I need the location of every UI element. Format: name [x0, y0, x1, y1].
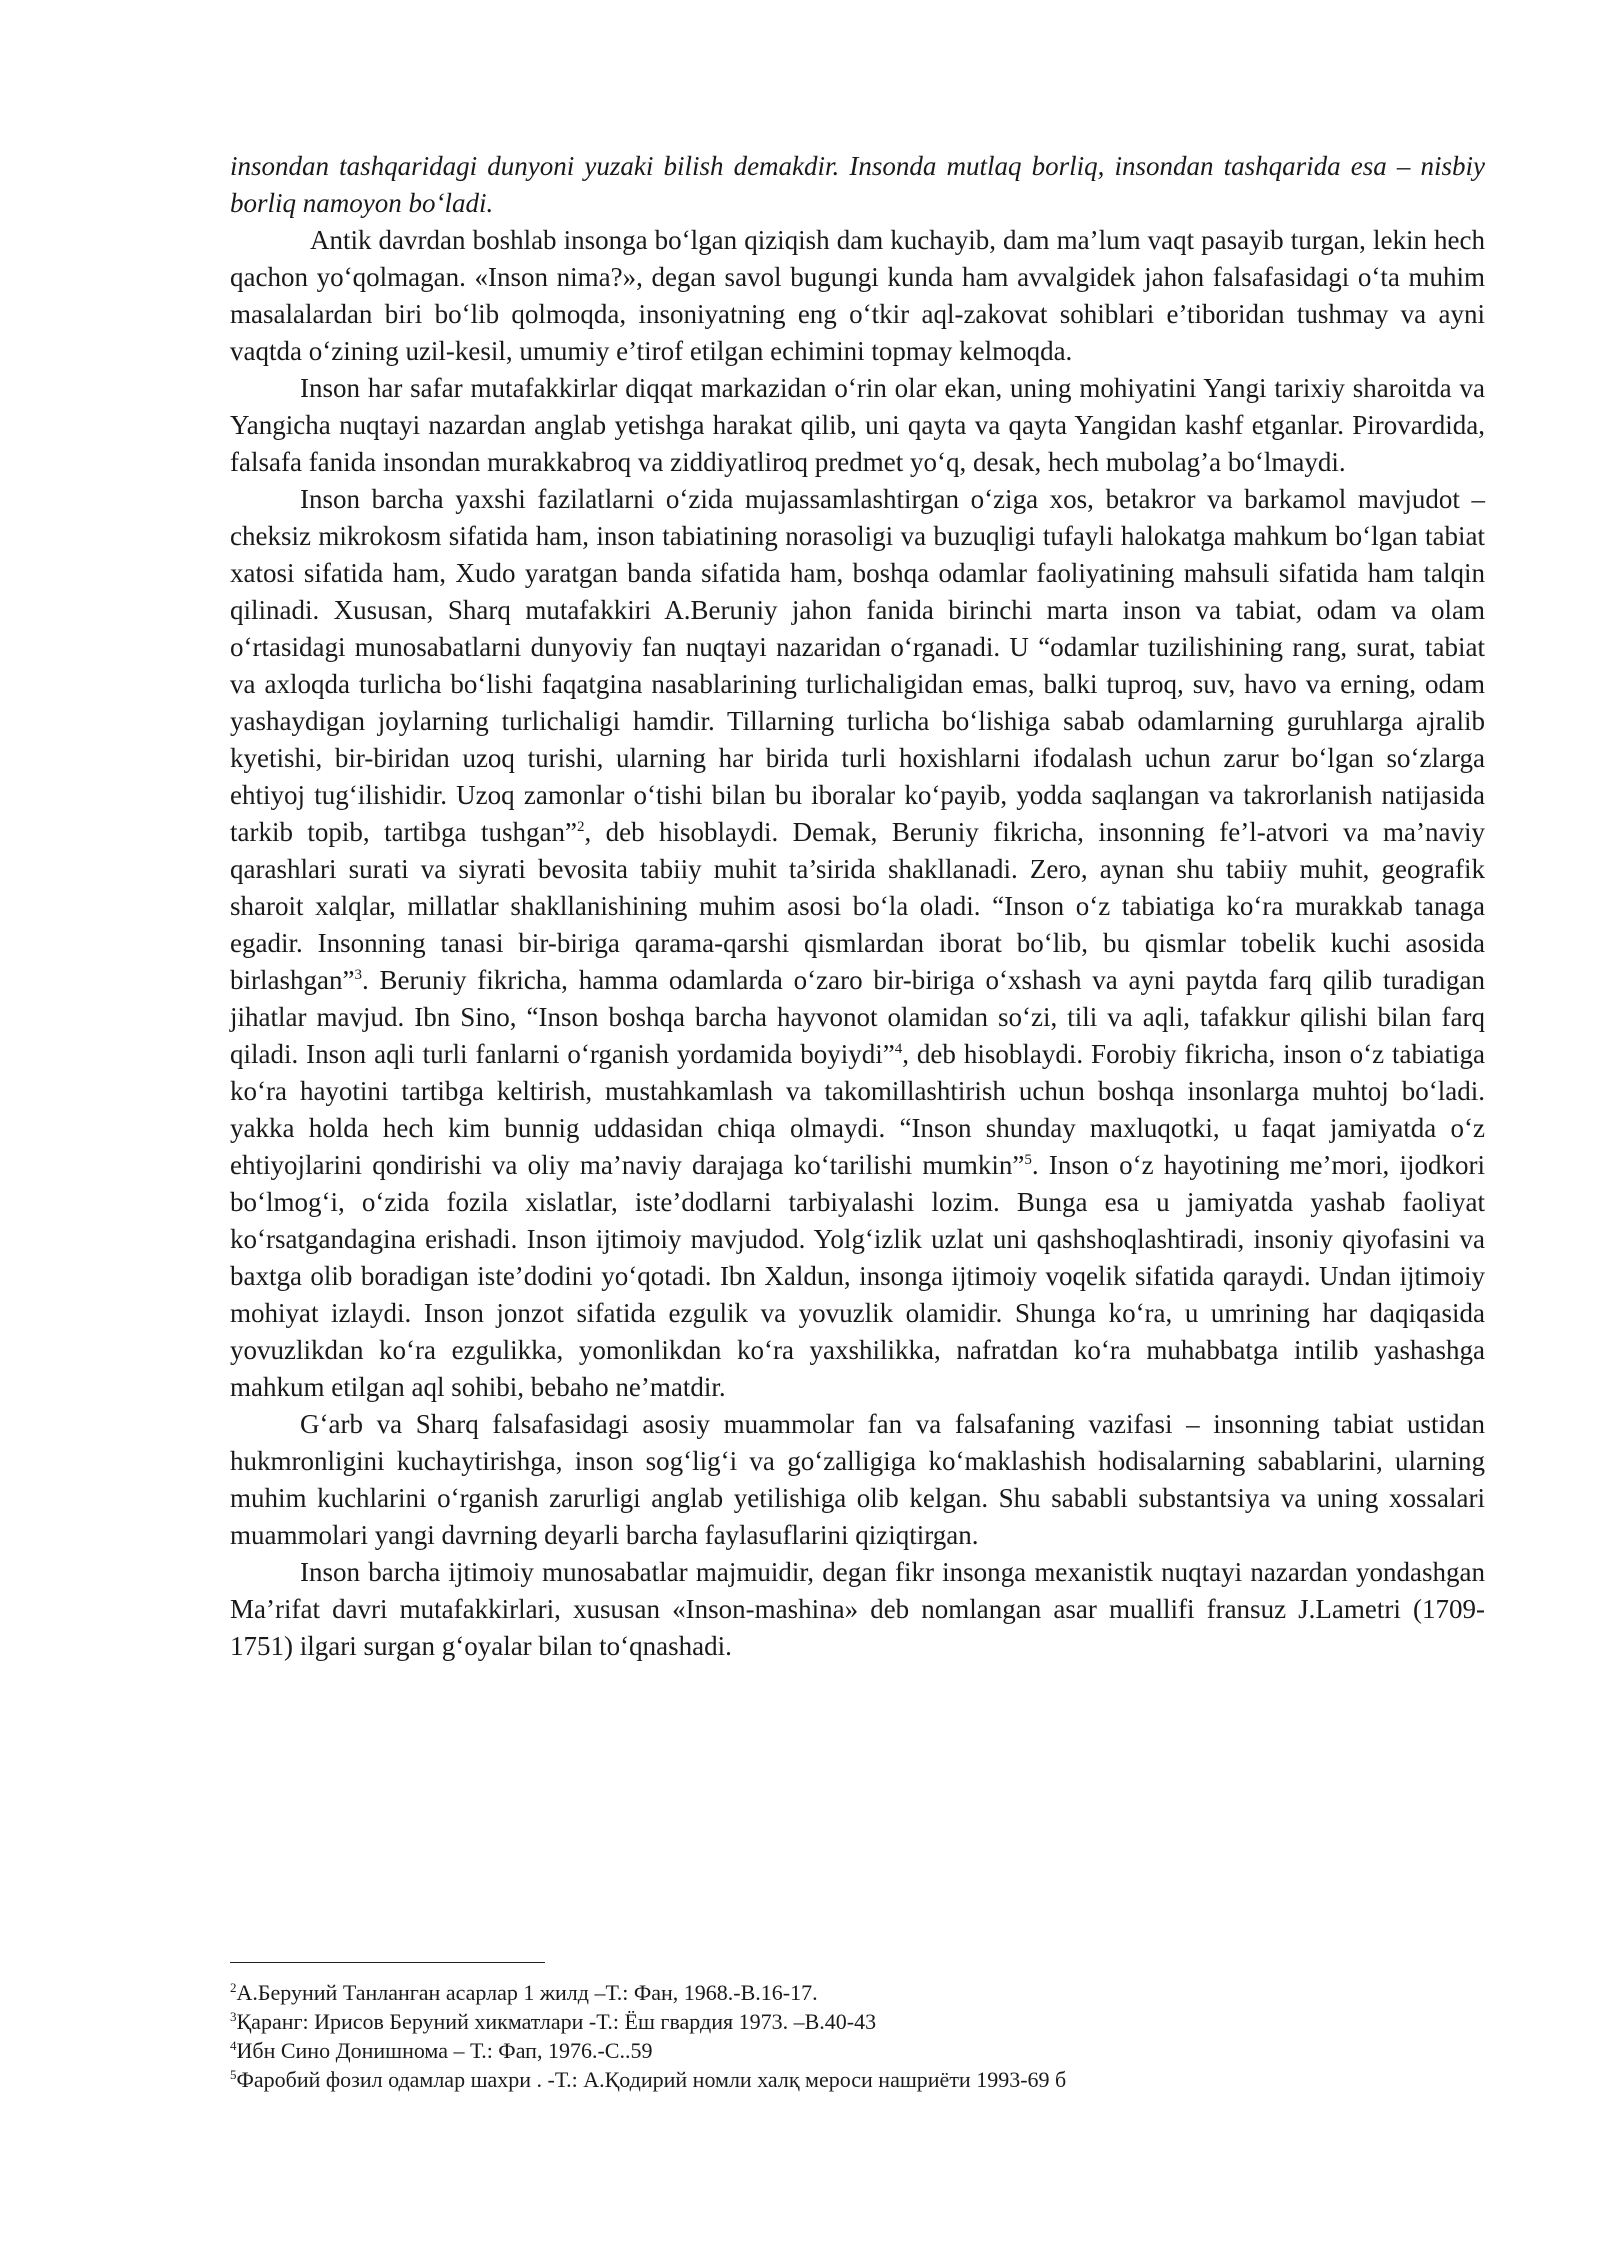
footnote-4: [230, 2036, 1485, 2065]
paragraph-3-text-d: , deb hisoblaydi. Forobiy fikricha, inson o‘z tabiatiga ko‘ra hayotini tartibga keltirish, mustahkamlash va takomillashtirish uchun boshqa insonlarga muhtoj bo‘ladi. yakka holda hech kim bunnig uddasidan chiqa olmaydi. “Inson shunday maxluqotki, u faqat jamiyatda o‘z ehtiyojlarini qondirishi va oliy ma’naviy darajaga ko‘tarilishi mumkin”: [230, 1039, 1485, 1180]
footnote-number: 4: [230, 2038, 237, 2053]
footnote-3: [230, 2007, 1485, 2036]
footnote-5: [230, 2065, 1485, 2094]
paragraph-1: Antik davrdan boshlab insonga bo‘lgan qiziqish dam kuchayib, dam ma’lum vaqt pasayib turgan, lekin hech qachon yo‘qolmagan. «Inson nima?», degan savol bugungi kunda ham avvalgidek jahon falsafasidagi o‘ta muhim masalalardan biri bo‘lib qolmoqda, insoniyatning eng o‘tkir aql-zakovat sohiblari e’tiboridan tushmay va ayni vaqtda o‘zining uzil-kesil, umumiy e’tirof etilgan echimini topmay kelmoqda.: [230, 225, 1485, 366]
paragraph-4: G‘arb va Sharq falsafasidagi asosiy muammolar fan va falsafaning vazifasi – insonning tabiat ustidan hukmronligini kuchaytirishga, inson sog‘lig‘i va go‘zalligiga ko‘maklashish hodisalarning sabablarini, ularning muhim kuchlarini o‘rganish zarurligi anglab yetilishiga olib kelgan. Shu sababli substantsiya va uning xossalari muammolari yangi davrning deyarli barcha faylasuflarini qiziqtirgan.: [230, 1409, 1485, 1550]
footnotes: [230, 1978, 1485, 2094]
intro-italic-paragraph: insondan tashqaridagi dunyoni yuzaki bilish demakdir. Insonda mutlaq borliq, insondan tashqarida esa – nisbiy borliq namoyon bo‘ladi.: [230, 151, 1485, 218]
paragraph-2: Inson har safar mutafakkirlar diqqat markazidan o‘rin olar ekan, uning mohiyatini Yangi tarixiy sharoitda va Yangicha nuqtayi nazardan anglab yetishga harakat qilib, uni qayta va qayta Yangidan kashf etganlar. Pirovardida, falsafa fanida insondan murakkabroq va ziddiyatliroq predmet yo‘q, desak, hech mubolag’a bo‘lmaydi.: [230, 373, 1485, 477]
footnote-separator: [230, 1962, 545, 1963]
footnote-2: [230, 1978, 1485, 2007]
footnote-text: Қаранг: Ирисов Беруний хикматлари -Т.: Ёш гвардия 1973. –В.40-43: [236, 2009, 877, 2034]
paragraph-3-text-c: . Beruniy fikricha, hamma odamlarda o‘zaro bir-biriga o‘xshash va ayni paytda farq qilib turadigan jihatlar mavjud. Ibn Sino, “Inson boshqa barcha hayvonot olamidan so‘zi, tili va aqli, tafakkur qilishi bilan farq qiladi. Inson aqli turli fanlarni o‘rganish yordamida boyiydi”: [230, 965, 1485, 1069]
paragraph-3-text-a: Inson barcha yaxshi fazilatlarni o‘zida mujassamlashtirgan o‘ziga xos, betakror va barkamol mavjudot – cheksiz mikrokosm sifatida ham, inson tabiatining norasoligi va buzuqligi tufayli halokatga mahkum bo‘lgan tabiat xatosi sifatida ham, Xudo yaratgan banda sifatida ham, boshqa odamlar faoliyatining mahsuli sifatida ham talqin qilinadi. Xususan, Sharq mutafakkiri A.Beruniy jahon fanida birinchi marta inson va tabiat, odam va olam o‘rtasidagi munosabatlarni dunyoviy fan nuqtayi nazaridan o‘rganadi. U “odamlar tuzilishining rang, surat, tabiat va axloqda turlicha bo‘lishi faqatgina nasablarining turlichaligidan emas, balki tuproq, suv, havo va erning, odam yashaydigan joylarning turlichaligi hamdir. Tillarning turlicha bo‘lishiga sabab odamlarning guruhlarga ajralib kyetishi, bir-biridan uzoq turishi, ularning har birida turli hoxishlarni ifodalash uchun zarur bo‘lgan so‘zlarga ehtiyoj tug‘ilishidir. Uzoq zamonlar o‘tishi bilan bu iboralar ko‘payib, yodda saqlangan va takrorlanish natijasida tarkib topib, tartibga tushgan”: [230, 484, 1485, 847]
footnote-number: 5: [230, 2067, 237, 2082]
paragraph-3-text-e: . Inson o‘z hayotining me’mori, ijodkori bo‘lmog‘i, o‘zida fozila xislatlar, iste’dodlarni tarbiyalashi lozim. Bunga esa u jamiyatda yashab faoliyat ko‘rsatgandagina erishadi. Inson ijtimoiy mavjudod. Yolg‘izlik uzlat uni qashshoqlashtiradi, insoniy qiyofasini va baxtga olib boradigan iste’dodini yo‘qotadi. Ibn Xaldun, insonga ijtimoiy voqelik sifatida qaraydi. Undan ijtimoiy mohiyat izlaydi. Inson jonzot sifatida ezgulik va yovuzlik olamidir. Shunga ko‘ra, u umrining har daqiqasida yovuzlikdan ko‘ra ezgulikka, yomonlikdan ko‘ra yaxshilikka, nafratdan ko‘ra muhabbatga intilib yashashga mahkum etilgan aql sohibi, bebaho ne’matdir.: [230, 1150, 1485, 1402]
footnote-number: 2: [230, 1980, 237, 1995]
footnote-ref-5: 5: [1024, 1152, 1032, 1168]
footnote-text: Фаробий фозил одамлар шахри . -Т.: А.Қодирий номли халқ мероси нашриёти 1993-69 б: [236, 2067, 1067, 2092]
footnote-ref-2: 2: [576, 819, 585, 835]
paragraph-5: Inson barcha ijtimoiy munosabatlar majmuidir, degan fikr insonga mexanistik nuqtayi nazardan yondashgan Ma’rifat davri mutafakkirlari, xususan «Inson-mashina» deb nomlangan asar muallifi fransuz J.Lametri (1709-1751) ilgari surgan g‘oyalar bilan to‘qnashadi.: [230, 1557, 1485, 1661]
paragraph-3: [230, 481, 1485, 1406]
footnote-ref-4: 4: [894, 1041, 903, 1057]
footnote-text: А.Беруний Танланган асарлар 1 жилд –Т.: Фан, 1968.-В.16-17.: [236, 1980, 818, 2005]
document-body: [230, 148, 1485, 1665]
footnote-ref-3: 3: [354, 967, 362, 983]
footnote-text: Ибн Сино Донишнома – Т.: Фап, 1976.-С..59: [236, 2038, 653, 2063]
footnote-number: 3: [230, 2009, 237, 2024]
paragraph-3-text-b: , deb hisoblaydi. Demak, Beruniy fikricha, insonning fe’l-atvori va ma’naviy qarashlari surati va siyrati bevosita tabiiy muhit ta’sirida shakllanadi. Zero, aynan shu tabiiy muhit, geografik sharoit xalqlar, millatlar shakllanishining muhim asosi bo‘la oladi. “Inson o‘z tabiatiga ko‘ra murakkab tanaga egadir. Insonning tanasi bir-biriga qarama-qarshi qismlardan iborat bo‘lib, bu qismlar tobelik kuchi asosida birlashgan”: [230, 817, 1486, 995]
